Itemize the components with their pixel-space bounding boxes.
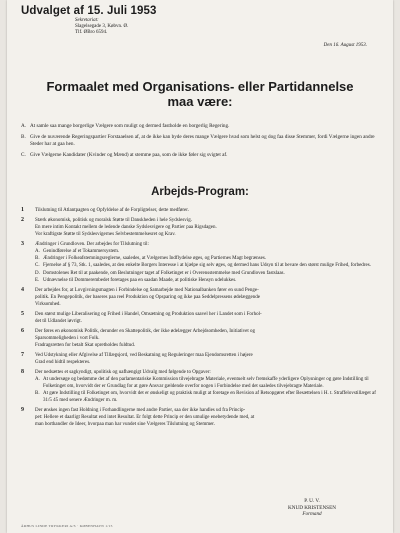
program-subitem-text: Udnævnelse til Dommerembedet foretages paa en saadan Maade, at politiske Hensyn udelukkes. bbox=[43, 277, 237, 283]
program-subitem-label: D. bbox=[35, 270, 40, 276]
program-item-line: Der ønskes ingen fast Holdning i Forhandlingerne med andre Partier, saa der ikke handles ud fra Princip- bbox=[35, 408, 246, 414]
program-item-line: En mere intim Kontakt mellem de ledende danske Sydslesvigere og Partier paa Rigsdagen. bbox=[35, 224, 217, 230]
program-item-body bbox=[35, 369, 381, 405]
program-list bbox=[21, 207, 381, 431]
program-subitem bbox=[35, 255, 381, 262]
address-line: Slagelsegade 3, Købvn. Ø. bbox=[75, 24, 129, 29]
program-item-body bbox=[35, 407, 381, 429]
document-title bbox=[7, 79, 393, 109]
secretariat-address bbox=[75, 18, 128, 36]
program-item-line: Der føres en økonomisk Politik, derunder en Skattepolitik, der ikke ødelægger Arbejdsomheden, Initiativet og bbox=[35, 328, 255, 334]
program-subitem-text: Ændringer i Folkeafstemningsreglerne, saaledes, at Vælgernes Indflydelse øges, og Partiernes Magt begrænses. bbox=[43, 256, 267, 262]
program-subitem-text: Domstolenes Ret til at paakende, om Beslutninger taget af Folketinget er i Overensstemmelse med Grundloven fastslaas. bbox=[43, 270, 285, 276]
purpose-label: C. bbox=[21, 151, 26, 158]
purpose-item bbox=[21, 123, 381, 131]
program-item-body bbox=[35, 311, 381, 325]
program-subitem-label: B. bbox=[35, 391, 40, 397]
program-item-body bbox=[35, 241, 381, 284]
program-item-line: Tilslutning til Atlantpagten og Opfyldelse af de Forpligtelser, dette medfører. bbox=[35, 208, 189, 213]
title-line: maa være: bbox=[167, 94, 233, 109]
program-item-line: Grad end hidtil respekteres. bbox=[35, 359, 91, 365]
program-item-line: man borthandler de Ideer, hvorpaa man har vundet sine Vælgeres Tilslutning og Stemmer. bbox=[35, 422, 215, 428]
purpose-list bbox=[21, 123, 381, 162]
program-subitem-label: E. bbox=[35, 277, 40, 283]
program-item-number: 7 bbox=[21, 351, 24, 358]
organization-name: Udvalget af 15. Juli 1953 bbox=[21, 5, 157, 17]
program-item-number: 5 bbox=[21, 310, 24, 317]
program-subitem-label: B. bbox=[35, 256, 40, 262]
purpose-label: A. bbox=[21, 123, 27, 129]
program-item-body bbox=[35, 328, 381, 350]
program-subitem bbox=[35, 270, 381, 277]
program-item-line: Ændringer i Grundloven. Der arbejdes for Tilslutning til: bbox=[35, 241, 149, 247]
program-item bbox=[21, 407, 381, 429]
program-item-line: Sparsommeligheden i vort Folk. bbox=[35, 335, 100, 341]
program-subitem-label: C. bbox=[35, 263, 40, 269]
printer-imprint: ÅRHUS LINDE TRYKKERI A/S · KØBENHAVN 1/15 bbox=[21, 524, 113, 528]
program-subitem bbox=[35, 248, 381, 255]
program-item-body bbox=[35, 207, 381, 214]
address-line: Tlf. ØBro 6594. bbox=[75, 30, 108, 35]
program-subitem-text: Fjernelse af § 73, Stk. 1, saaledes, at den enkelte Borgers Interesse i at hjælpe sig selv øges, og dermed hans Udsyn til at bevare den størst mulige Frihed, forbedres. bbox=[43, 263, 371, 269]
signature-initials: P. U. V. bbox=[304, 498, 320, 504]
program-item-body bbox=[35, 217, 381, 239]
program-item-line: det til Udlandet iøvrigt. bbox=[35, 318, 82, 324]
program-item-line: Fradragsretten for betalt Skat opretholdes fuldtud. bbox=[35, 342, 135, 348]
program-item bbox=[21, 241, 381, 284]
program-item bbox=[21, 328, 381, 350]
program-item-line: Der nedsættes et sagkyndigt, upolitisk og uafhængigt Udvalg med følgende to Opgaver: bbox=[35, 369, 211, 375]
program-subitem bbox=[35, 262, 381, 269]
document-page bbox=[7, 0, 393, 533]
purpose-label: B. bbox=[21, 133, 26, 140]
program-item-line: Stærk økonomisk, politisk og moralsk Støtte til Danskheden i hele Sydslesvig. bbox=[35, 217, 192, 223]
title-line: Formaalet med Organisations- eller Partidannelse bbox=[46, 79, 354, 94]
program-heading: Arbejds-Program: bbox=[151, 186, 249, 198]
program-subitem bbox=[35, 390, 381, 404]
program-item-number: 3 bbox=[21, 240, 24, 247]
program-item bbox=[21, 369, 381, 405]
program-subitem-text: Genindførelse af et Tokammersystem. bbox=[43, 249, 120, 255]
program-item-line: Ved Udstykning eller Afgivelse af Tillægsjord, ved Beskatning og Reguleringer maa Ejendomsretten i højere bbox=[35, 352, 253, 358]
document-date: Den 16. August 1953. bbox=[323, 43, 367, 48]
signature-role: Formand bbox=[302, 511, 322, 517]
program-subitem-text: At undersøge og bedømme det af den parlamentariske Kommission tilvejebragte Materiale, eventuelt selv fremskaffe yderligere Oplysninger og gøre Indstilling til Folketinget om, hvorvidt der er Grundlag for at gøre Ansvar gældende overfor nogen i Forbindelse med det saaledes tilvejebragte Materiale. bbox=[43, 376, 369, 389]
program-item-body bbox=[35, 287, 381, 309]
purpose-text: Give Vælgerne Kandidater (Kvinder og Mænd) at stemme paa, som de ikke føler sig svigtet af. bbox=[30, 151, 228, 158]
purpose-item bbox=[21, 134, 381, 149]
program-item bbox=[21, 311, 381, 325]
program-subitem-label: A. bbox=[35, 376, 40, 382]
program-subitem-label: A. bbox=[35, 249, 40, 255]
program-item bbox=[21, 352, 381, 366]
program-subitem-text: At gøre Indstilling til Folketinget om, hvorvidt det er ønskeligt og praktisk muligt at foretage en Revision af Retsopgøret efter Besættelsen i H. t. Straffelovstillæget af 31/5 45 med senere Ændringer m. m. bbox=[43, 391, 376, 404]
program-subitem bbox=[35, 277, 381, 284]
program-item-line: pet: Hellere et daarligt Resultat end intet Resultat. Er folgt dette Princip er den umulige enebetydende med, at bbox=[35, 415, 255, 421]
signature-name: KNUD KRISTENSEN bbox=[288, 504, 336, 511]
program-item-line: Den størst mulige Liberalisering og Frihed i Handel, Omsætning og Produktion saavel her i Landet som i Forhol- bbox=[35, 311, 262, 317]
program-item-number: 8 bbox=[21, 368, 24, 375]
program-item-line: Virksomhed. bbox=[35, 301, 61, 307]
program-item-line: politik. En Pengepolitik, der baseres paa reel Produktion og Opsparing og ikke paa Seddelpressens ødelæggende bbox=[35, 294, 260, 300]
purpose-text: At samle saa mange borgerlige Vælgere som muligt og dermed fastholde en borgerlig Regering. bbox=[30, 123, 230, 129]
program-item-number: 2 bbox=[21, 216, 24, 223]
program-item-number: 6 bbox=[21, 327, 24, 334]
purpose-text: Give de nuværende Regeringspartier Forstaaelsen af, at de ikke kan byde deres mange Vælgere hvad som helst og dog faa disse Stemmer, fordi Vælgerne ingen andre Steder har at gaa hen. bbox=[30, 133, 375, 147]
program-item-number: 1 bbox=[21, 207, 24, 213]
program-item-line: Vor kraftigste Støtte til Sydslesvigernes Selvbestemmelsesret og Krav. bbox=[35, 232, 176, 238]
purpose-item bbox=[21, 152, 381, 160]
program-item bbox=[21, 217, 381, 239]
address-line: Sekretariat: bbox=[75, 18, 99, 23]
program-item-body bbox=[35, 352, 381, 366]
program-item-line: Der arbejdes for, at Lovgivningsmagten i Forbindelse og Samarbejde med Nationalbanken fører en sund Penge- bbox=[35, 287, 259, 293]
program-subitem bbox=[35, 376, 381, 390]
program-item-number: 9 bbox=[21, 407, 24, 414]
program-item bbox=[21, 287, 381, 309]
signature-block bbox=[267, 498, 357, 518]
program-item bbox=[21, 207, 381, 214]
program-item-number: 4 bbox=[21, 286, 24, 293]
